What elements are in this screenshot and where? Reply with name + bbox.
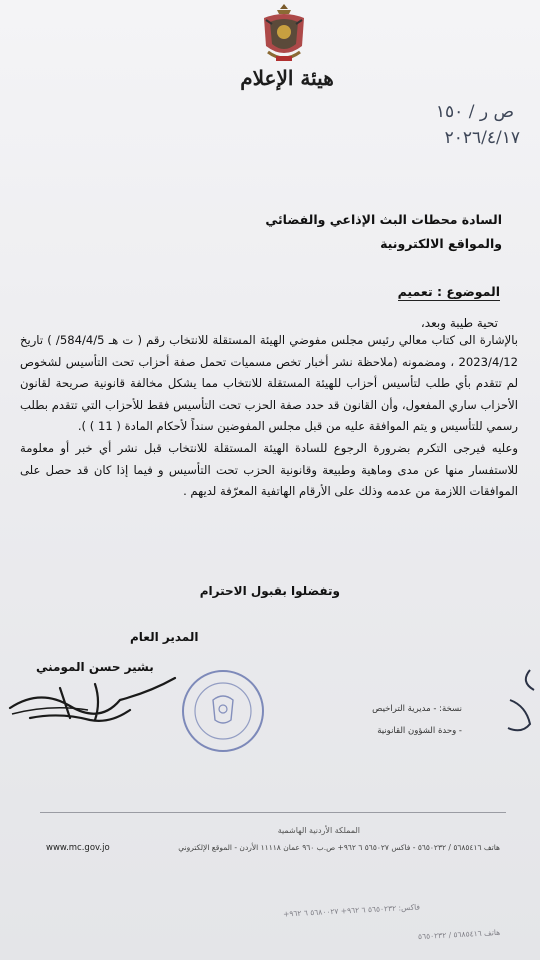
org-name: هيئة الإعلام	[240, 66, 334, 90]
copies-line-1: نسخة: - مديرية التراخيص	[372, 704, 462, 714]
footer-contact: هاتف ٥٦٨٥٤١٦ / ٥٦٥٠٢٣٢ - فاكس ٥٦٥٠٢٧ ٦ ٩٦٢+ ص.ب ٩٦٠ عمان ١١١١٨ الأردن - الموقع الإلكتروني	[178, 843, 500, 852]
handwritten-signature	[0, 648, 200, 738]
greeting: تحية طيبة وبعد،	[420, 316, 498, 330]
signatory-name: بشير حسن المومني	[36, 660, 154, 674]
letter-body	[20, 330, 518, 503]
bleed-through-text-2: هاتف ٥٦٨٥٤١٦ / ٥٦٥٠٢٣٢	[417, 927, 501, 942]
addressee-line-1: السادة محطات البث الإذاعي والفضائي	[265, 212, 502, 227]
footer-website: www.mc.gov.jo	[46, 843, 110, 853]
signatory-title: المدير العام	[130, 630, 199, 644]
reference-number: ص ر / ١٥٠	[435, 102, 514, 122]
subject-line: الموضوع : تعميم	[397, 284, 500, 299]
footer-divider	[40, 812, 506, 813]
coat-of-arms-logo	[258, 2, 310, 66]
body-paragraph-2: وعليه فيرجى التكرم بضرورة الرجوع للسادة الهيئة المستقلة للانتخاب قبل نشر أي خبر أو معلومة للاستفسار منها عن مدى وماهية وطبيعة وقانونية الحزب تحت التأسيس و فيما إذا كان قد حصل على الموافقات اللازمة من عدمه وذلك على الأرقام الهاتفية المعرّفة لديهم .	[20, 440, 518, 499]
closing-line: وتفضلوا بقبول الاحترام	[199, 584, 340, 598]
copies-line-2: - وحدة الشؤون القانونية	[377, 726, 462, 736]
official-stamp	[178, 666, 268, 756]
bleed-through-text-1: فاكس: ٥٦٥٠٢٣٢ ٦ ٩٦٢+ ٥٦٨٠٠٢٧ ٦ ٩٦٢+	[282, 902, 421, 919]
body-paragraph-1: بالإشارة الى كتاب معالي رئيس مجلس مفوضي الهيئة المستقلة للانتخاب رقم ( ت هـ 584/4/5/ ) تاريخ 2023/4/12 ، ومضمونه (ملاحظة نشر أخبار تخص مسميات تحمل صفة أحزاب تحت التأسيس لشخوص لم تتقدم بأي طلب لتأسيس أحزاب للهيئة المستقلة للانتخاب مما يشكل مخالفة قانونية صريحة لقانون الأحزاب ساري المفعول، وأن القانون قد حدد صفة الحزب تحت التأسيس فقط للأحزاب التي تتقدم بطلب رسمي للتأسيس و يتم الموافقة عليه من قبل مجلس المفوضين سنداً لأحكام المادة ( 11 ) ).	[20, 333, 519, 434]
letter-date: ٢٠٢٦/٤/١٧	[444, 128, 520, 148]
margin-handwriting	[500, 660, 540, 750]
footer-kingdom: المملكة الأردنية الهاشمية	[277, 826, 360, 835]
addressee-line-2: والمواقع الالكترونية	[380, 236, 502, 251]
